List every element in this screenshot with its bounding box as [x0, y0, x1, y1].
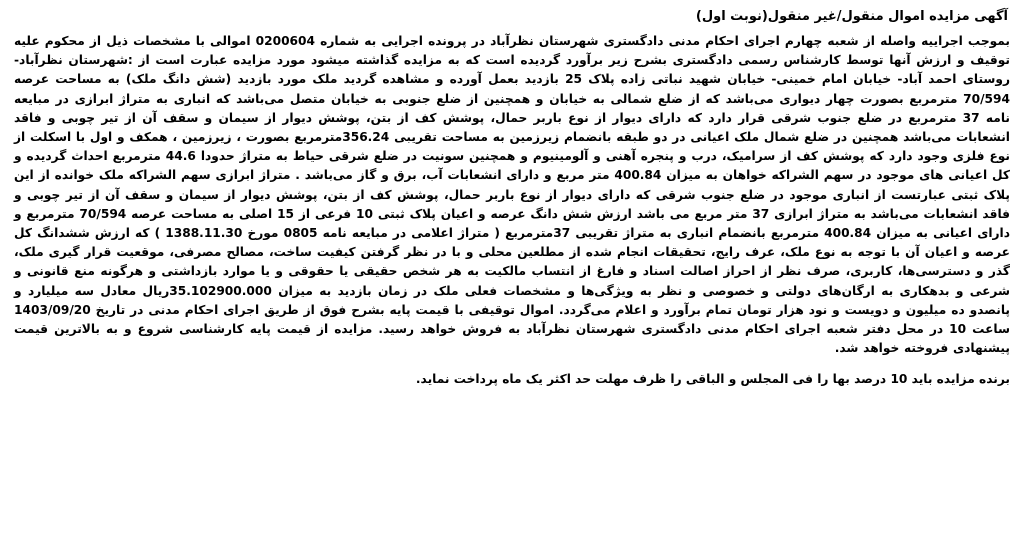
notice-title: آگهی مزایده اموال منقول/غیر منقول(نوبت اول) — [695, 9, 1008, 24]
notice-body: بموجب اجراییه واصله از شعبه چهارم اجرای احکام مدنی دادگستری شهرستان نظرآباد در پرونده اجرایی به شماره 0200604 اموالی با مشخصات ذیل از محکوم علیه توقیف و ارزش آنها توسط کارشناس رسمی دادگستری بشرح زیر برآورد گردیده است که به مزایده گذاشته میشود مورد مزایده عبارت است از :شهرستان نظرآباد- روستای احمد آباد- خیابان امام خمینی- خیابان شهید نباتی زاده پلاک 25 بازدید بعمل آورده و مشاهده گردید ملک مورد بازدید (شش دانگ ملک) به مساحت عرصه 70/594 مترمربع بصورت چهار دیواری می‌باشد که از ضلع شمالی به خیابان و همچنین از ضلع جنوبی به خیابان متصل می‌باشد که انباری به متراژ ابرازی در مبایعه نامه 37 مترمربع در ضلع جنوب شرقی قرار دارد که دارای دیوار از نوع باربر حمال، پوشش کف از بتن، پوشش دیوار از سیمان و سقف آن از تیر چوبی و فاقد انشعابات می‌باشد همچنین در ضلع شمال ملک اعیانی در دو طبقه بانضمام زیرزمین به مساحت تقریبی 356.24مترمربع بصورت ، زیرزمین ، همکف و اول با اسکلت از نوع فلزی وجود دارد که پوشش کف از سرامیک، درب و پنجره آهنی و آلومینیوم و همچنین سونیت در ضلع شرقی حیاط به متراژ حدودا 44.6 مترمربع احداث گردیده و کل اعیانی های موجود در سهم الشراکه خواهان به میزان 400.84 متر مربع و دارای انشعابات آب، برق و گاز می‌باشد . متراژ ابرازی سهم الشراکه ملک خوانده از این پلاک ثبتی عبارتست از انباری موجود در ضلع جنوب شرقی که دارای دیوار از نوع باربر حمال، پوشش کف از بتن، پوشش دیوار از سیمان و سقف آن از تیر چوبی و فاقد انشعابات می‌باشد به متراژ ابرازی 37 متر مربع می باشد ارزش شش دانگ عرصه و اعیان پلاک ثبتی 10 فرعی از 15 اصلی به مساحت عرصه 70/594 مترمربع و دارای اعیانی به میزان 400.84 مترمربع بانضمام انباری به متراژ تقریبی 37مترمربع ( متراژ اعلامی در مبایعه نامه 0805 مورخ 1388.11.30 ) که ارزش ششدانگ کل عرصه و اعیان آن با توجه به نوع ملک، عرف رایج، تحقیقات انجام شده از مطلعین محلی و با در نظر گرفتن کیفیت ساخت، مصالح مصرفی، موقعیت قرار گیری ملک، گذر و دسترسی‌ها، کاربری، صرف نظر از احراز اصالت اسناد و فارغ از انتساب مالکیت به هر شخص حقیقی یا حقوقی و یا موارد بازداشتی و هرگونه منع قانونی و شرعی و بدهکاری به ارگان‌های دولتی و خصوصی و نظر به ویژگی‌ها و مشخصات فعلی ملک در زمان بازدید به میزان 35.102900.000ریال معادل سه میلیارد و پانصدو ده میلیون و دویست و نود هزار تومان تمام برآورد و اعلام می‌گردد. اموال توقیفی با قیمت پایه بشرح فوق از طریق اجرای احکام مدنی در تاریخ 1403/09/20 ساعت 10 در محل دفتر شعبه اجرای احکام مدنی دادگستری شهرستان نظرآباد به فروش خواهد رسید. مزایده از قیمت پایه کارشناسی شروع و به بالاترین قیمت پیشنهادی فروخته خواهد شد. — [14, 34, 1010, 356]
notice-footer: برنده مزایده باید 10 درصد بها را فی المجلس و الباقی را ظرف مهلت حد اکثر یک ماه پرداخت نماید. — [415, 372, 1010, 387]
